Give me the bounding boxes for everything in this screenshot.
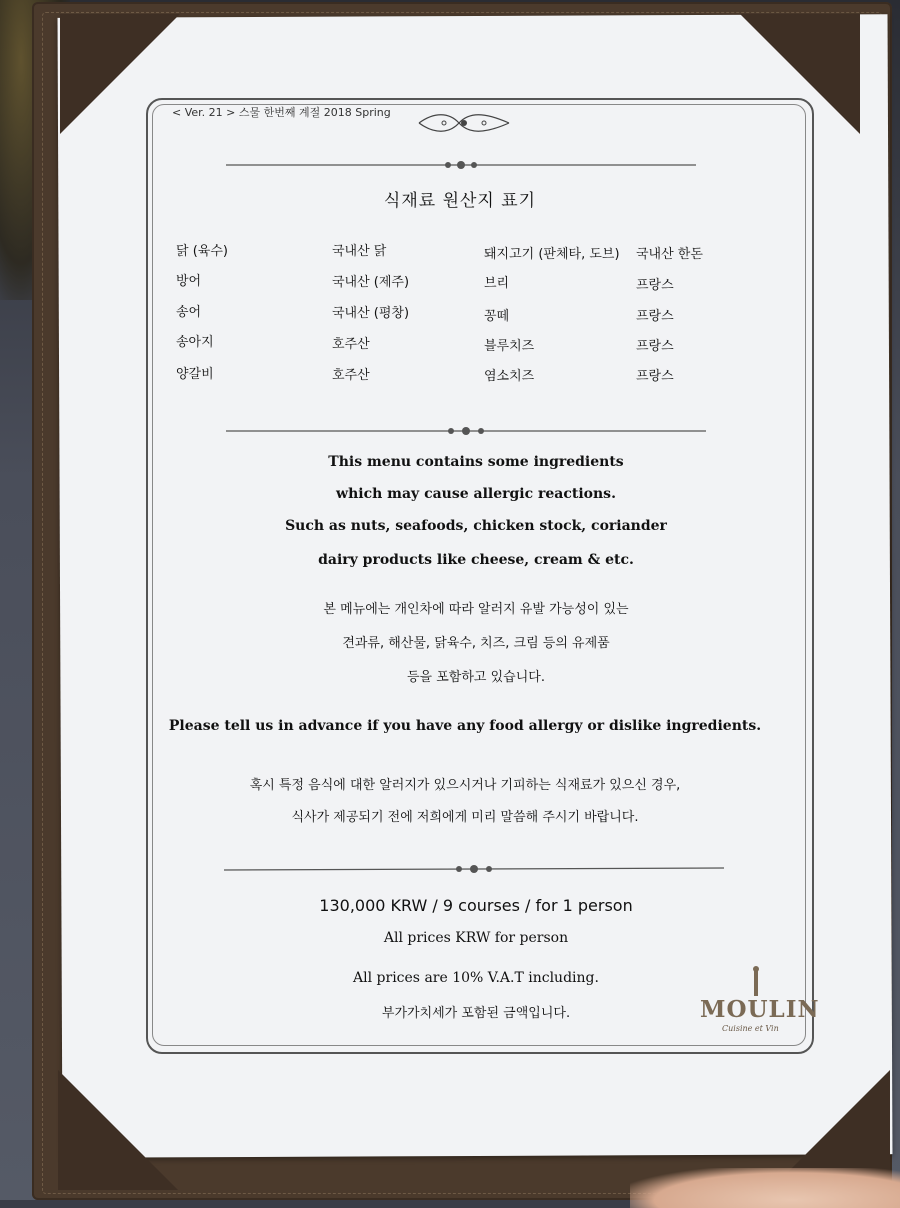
price-note: All prices KRW for person [383, 930, 569, 946]
price-note: All prices are 10% V.A.T including. [353, 970, 599, 986]
allergy-korean-line: 본 메뉴에는 개인차에 따라 알러지 유발 가능성이 있는 [323, 602, 629, 617]
origin-item: 돼지고기 (판체타, 도브) [484, 247, 620, 262]
windmill-logo-icon [752, 966, 760, 996]
divider-middle [226, 424, 706, 438]
origin-country: 호주산 [332, 368, 370, 383]
restaurant-logo: MOULIN [700, 996, 820, 1023]
origin-item: 방어 [176, 274, 202, 289]
origin-section-title: 식재료 원산지 표기 [383, 191, 537, 211]
restaurant-tagline: Cuisine et Vin [722, 1024, 779, 1033]
origin-item: 양갈비 [176, 367, 214, 382]
origin-item: 꽁떼 [484, 309, 510, 324]
origin-country: 프랑스 [636, 278, 674, 293]
origin-item: 닭 (육수) [176, 244, 228, 259]
allergy-korean-line: 견과류, 해산물, 닭육수, 치즈, 크림 등의 유제품 [342, 636, 610, 651]
price-main: 130,000 KRW / 9 courses / for 1 person [319, 896, 633, 915]
allergy-english-line: dairy products like cheese, cream & etc. [318, 552, 634, 568]
origin-country: 국내산 (제주) [332, 275, 410, 290]
version-label: < Ver. 21 > 스물 한번째 계절 2018 Spring [172, 106, 391, 119]
origin-country: 국내산 닭 [332, 244, 387, 259]
origin-item: 블루치즈 [484, 339, 535, 354]
divider-bottom [224, 862, 724, 876]
origin-country: 프랑스 [636, 309, 674, 324]
origin-country: 호주산 [332, 337, 370, 352]
origin-item: 브리 [484, 276, 510, 291]
origin-item: 염소치즈 [484, 369, 535, 384]
allergy-english-line: Such as nuts, seafoods, chicken stock, coriander [285, 518, 667, 534]
origin-item: 송어 [176, 305, 202, 320]
allergy-korean-line: 등을 포함하고 있습니다. [407, 670, 545, 685]
corner-tab-bottom-left [58, 1070, 178, 1190]
allergy-request-korean-line: 식사가 제공되기 전에 저희에게 미리 말씀해 주시기 바랍니다. [291, 810, 639, 825]
origin-country: 프랑스 [636, 369, 674, 384]
allergy-english-line: This menu contains some ingredients [328, 454, 624, 470]
allergy-english-line: which may cause allergic reactions. [336, 486, 616, 502]
divider-top [226, 158, 696, 172]
origin-country: 프랑스 [636, 339, 674, 354]
allergy-request-english: Please tell us in advance if you have any food allergy or dislike ingredients. [168, 718, 762, 734]
allergy-request-korean-line: 혹시 특정 음식에 대한 알러지가 있으시거나 기피하는 식재료가 있으신 경우, [249, 778, 681, 793]
price-note-korean: 부가가치세가 포함된 금액입니다. [381, 1006, 571, 1021]
flourish-ornament-icon [414, 110, 514, 136]
origin-country: 국내산 한돈 [636, 247, 703, 262]
origin-country: 국내산 (평창) [332, 306, 410, 321]
origin-item: 송아지 [176, 335, 214, 350]
hand-thumb [630, 1168, 900, 1208]
